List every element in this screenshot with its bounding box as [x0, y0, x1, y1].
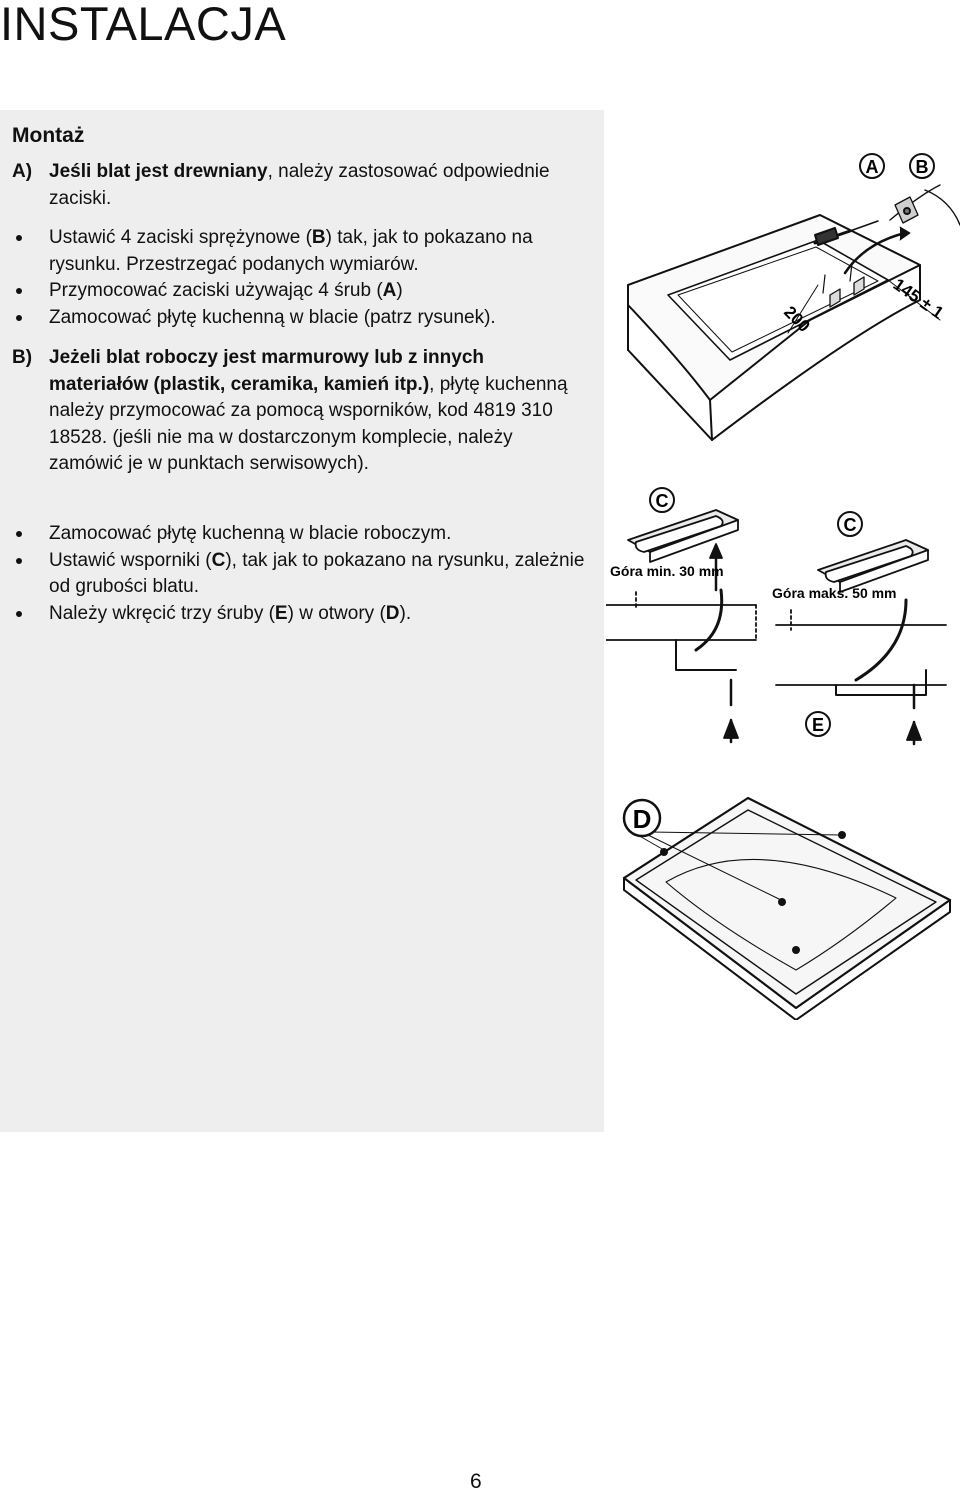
page-number: 6	[470, 1470, 482, 1493]
bullet-bold: C	[211, 549, 226, 571]
hob-figure	[606, 790, 960, 1020]
step-a-paragraph	[12, 159, 602, 212]
step-a-lead: Jeśli blat jest drewniany	[49, 161, 268, 182]
step-b-bullets	[12, 521, 592, 627]
list-item	[12, 225, 602, 278]
list-item	[12, 521, 592, 548]
clamp-label-b: B	[915, 157, 929, 177]
list-item	[12, 278, 602, 305]
clamp-label-a: A	[865, 157, 879, 177]
bullet-bold: B	[311, 227, 326, 248]
bullet-text: Zamocować płytę kuchenną w blacie (patrz rysunek).	[49, 306, 496, 328]
step-a-marker: A)	[12, 161, 33, 182]
bullet-text: Ustawić 4 zaciski sprężynowe (	[49, 227, 312, 248]
list-item	[12, 601, 592, 628]
bracket-figure	[606, 480, 956, 750]
bullet-text: ), tak jak to pokazano na rysunku, zależnie od grubości blatu.	[49, 549, 585, 597]
bullet-text: Przymocować zaciski używając 4 śrub (	[49, 280, 383, 301]
step-b	[12, 345, 572, 478]
hole-label-d: D	[632, 804, 652, 834]
step-a	[12, 159, 602, 212]
bracket-label-c-1: C	[655, 491, 669, 511]
bracket-label-c-2: C	[843, 515, 857, 535]
step-a-rest: , należy zastosować odpowiednie zaciski.	[49, 161, 550, 209]
step-b-rest: , płytę kuchenną należy przymocować za pomocą wsporników, kod 4819 310 18528. (jeśli nie ma w dostarczonym komplecie, należy zamówić je w punktach serwisowych).	[49, 373, 568, 474]
bullet-bold: A	[382, 280, 397, 301]
bullet-text: Należy wkręcić trzy śruby (	[49, 602, 275, 624]
bullet-text: )	[396, 280, 403, 301]
step-b-paragraph	[12, 345, 572, 478]
clamp-figure	[620, 145, 960, 445]
bullet-bold: E	[274, 602, 288, 624]
screw-label-e: E	[811, 715, 825, 735]
label-max-height: Góra maks. 50 mm	[772, 585, 897, 601]
bullet-text: ).	[399, 602, 412, 624]
step-b-marker: B)	[12, 347, 33, 368]
step-a-bullets	[12, 225, 602, 331]
bullet-bold: D	[385, 602, 400, 624]
step-b-lead: Jeżeli blat roboczy jest marmurowy lub z innych materiałów (plastik, ceramika, kamień itp.)	[49, 347, 484, 395]
bullet-text: Zamocować płytę kuchenną w blacie roboczym.	[49, 523, 452, 544]
list-item	[12, 305, 602, 332]
section-title: Montaż	[12, 124, 85, 147]
page-title: INSTALACJA	[0, 0, 287, 50]
bullet-text: ) w otwory (	[287, 602, 386, 624]
dimension-200: 200	[780, 302, 814, 336]
bullet-text: Ustawić wsporniki (	[49, 549, 212, 571]
label-min-height: Góra min. 30 mm	[610, 563, 724, 579]
list-item	[12, 548, 592, 601]
dimension-145: 145 ± 1	[889, 274, 947, 323]
bullet-text: ) tak, jak to pokazano na rysunku. Przestrzegać podanych wymiarów.	[49, 227, 533, 275]
